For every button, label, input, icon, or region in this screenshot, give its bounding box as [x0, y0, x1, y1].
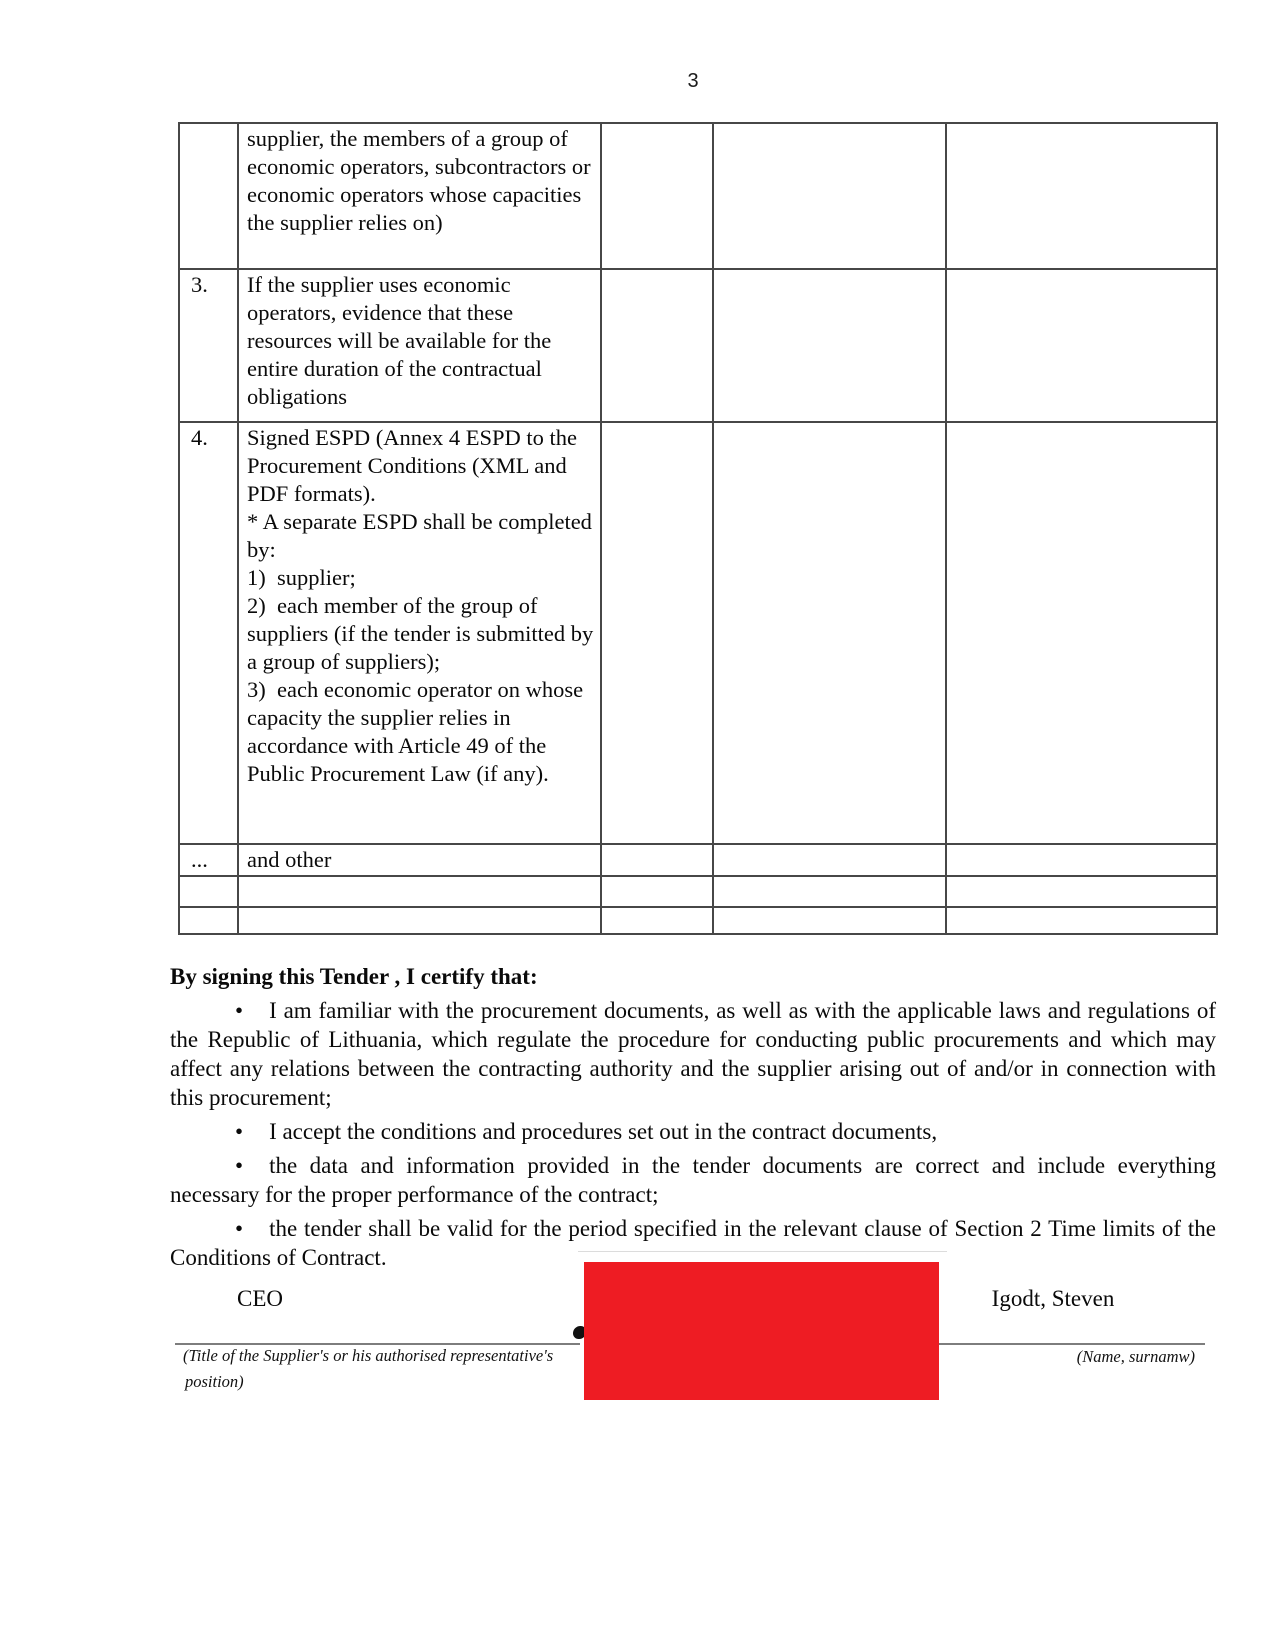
bullet-icon: •: [235, 1119, 244, 1144]
empty-cell: [713, 907, 946, 934]
description-text: supplier, the members of a group of economic operators, subcontractors or economic operators whose capacities the supplier relies on): [247, 126, 591, 235]
empty-cell: [946, 123, 1217, 269]
empty-cell: [238, 876, 601, 907]
row-number-cell: 3.: [179, 269, 238, 422]
empty-cell: [946, 422, 1217, 844]
certification-heading: By signing this Tender , I certify that:: [170, 964, 538, 989]
certification-section: [170, 962, 1216, 1272]
redaction-box: [584, 1262, 939, 1400]
row-number-cell: [179, 907, 238, 934]
signature-name-value: Igodt, Steven: [991, 1286, 1115, 1311]
description-text: and other: [247, 847, 332, 872]
empty-cell: [713, 123, 946, 269]
signature-line-title: [175, 1343, 580, 1345]
bullet-text: the data and information provided in the tender documents are correct and include everything necessary for the proper performance of the contract;: [170, 1153, 1216, 1207]
empty-cell: [601, 876, 713, 907]
certification-bullet: [170, 996, 1216, 1112]
tender-documents-table: [178, 122, 1218, 935]
certification-bullet: [170, 1151, 1216, 1209]
empty-cell: [601, 907, 713, 934]
title-caption-line1: (Title of the Supplier's or his authorised representative's: [183, 1346, 554, 1365]
empty-cell: [601, 422, 713, 844]
bullet-text: I accept the conditions and procedures set out in the contract documents,: [269, 1119, 938, 1144]
table-row-empty: [179, 876, 1217, 907]
empty-cell: [713, 876, 946, 907]
empty-cell: [713, 269, 946, 422]
empty-cell: [946, 844, 1217, 876]
description-cell: [238, 422, 601, 844]
row-number-cell: 4.: [179, 422, 238, 844]
empty-cell: [601, 844, 713, 876]
empty-cell: [601, 123, 713, 269]
empty-cell: [713, 844, 946, 876]
title-caption-line2: position): [185, 1372, 244, 1391]
table-row-3: [179, 269, 1217, 422]
table-row-4: [179, 422, 1217, 844]
description-text: If the supplier uses economic operators, evidence that these resources will be available for the entire duration of the contractual obligations: [247, 272, 552, 409]
empty-cell: [238, 907, 601, 934]
empty-cell: [946, 269, 1217, 422]
description-text: Signed ESPD (Annex 4 ESPD to the Procurement Conditions (XML and PDF formats).: [247, 425, 578, 506]
row-number-cell: [179, 876, 238, 907]
page-number: 3: [687, 70, 699, 92]
row-number-cell: ...: [179, 844, 238, 876]
table-row-empty: [179, 907, 1217, 934]
name-caption: (Name, surnamw): [1076, 1347, 1195, 1366]
description-cell: [238, 123, 601, 269]
signature-image-edge: [578, 1251, 947, 1252]
description-list-item: 2) each member of the group of suppliers (if the tender is submitted by a group of suppliers);: [247, 593, 594, 674]
description-text: * A separate ESPD shall be completed by:: [247, 509, 592, 562]
bullet-icon: •: [235, 1153, 244, 1178]
signature-title-value: CEO: [237, 1286, 283, 1311]
empty-cell: [601, 269, 713, 422]
description-cell: [238, 269, 601, 422]
table-row-other: [179, 844, 1217, 876]
description-list-item: 1) supplier;: [247, 565, 356, 590]
bullet-text: the tender shall be valid for the period specified in the relevant clause of Section 2 Time limits of the Conditions of Contract.: [170, 1216, 1216, 1270]
table-row-continuation: [179, 123, 1217, 269]
signature-line-name: [939, 1343, 1205, 1345]
bullet-text: I am familiar with the procurement documents, as well as with the applicable laws and regulations of the Republic of Lithuania, which regulate the procedure for conducting public procurements and which may affect any relations between the contracting authority and the supplier arising out of and/or in connection with this procurement;: [170, 998, 1216, 1110]
description-list-item: 3) each economic operator on whose capacity the supplier relies in accordance with Article 49 of the Public Procurement Law (if any).: [247, 677, 584, 786]
bullet-icon: •: [235, 998, 244, 1023]
empty-cell: [946, 907, 1217, 934]
empty-cell: [946, 876, 1217, 907]
row-number-cell: [179, 123, 238, 269]
certification-bullet: [170, 1117, 1216, 1146]
empty-cell: [713, 422, 946, 844]
bullet-icon: •: [235, 1216, 244, 1241]
description-cell: [238, 844, 601, 876]
